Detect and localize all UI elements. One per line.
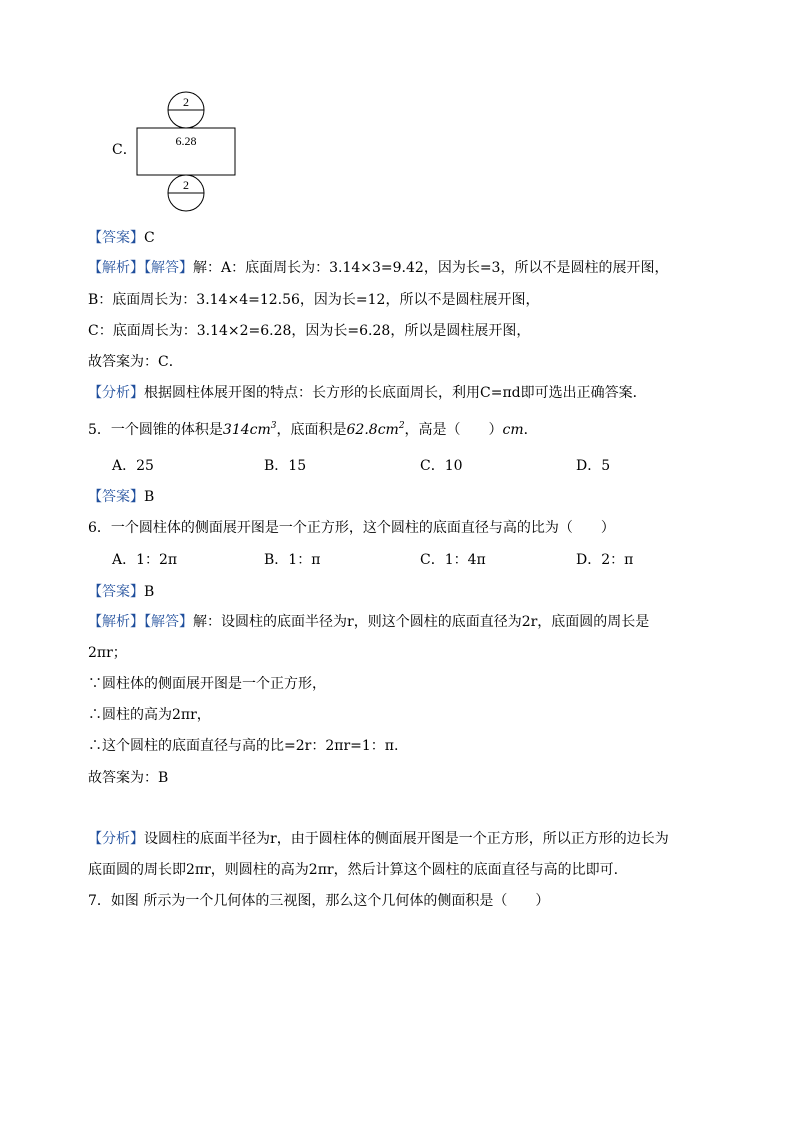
q4-note-line — [88, 386, 647, 400]
q5-answer-line: 【答案】B — [88, 489, 155, 505]
analysis-text: 解：A：底面周长为：3.14×3=9.42，因为长=3，所以不是圆柱的展开图， — [193, 260, 669, 276]
q6-analysis-line4: ∴这个圆柱的底面直径与高的比=2r：2πr=1：π. — [88, 738, 399, 754]
q4-analysis-line2: B：底面周长为：3.14×4=12.56，因为长=12，所以不是圆柱展开图， — [88, 292, 540, 308]
q6-option-c: C．1：4π — [420, 552, 486, 568]
q6-analysis-line1b: 2πr； — [88, 645, 127, 661]
q6-analysis-line2: ∵圆柱体的侧面展开图是一个正方形， — [88, 676, 326, 692]
q6-option-a: A．1：2π — [112, 552, 178, 568]
q6-option-d: D．2：π — [576, 552, 634, 568]
q6-analysis-line3: ∴圆柱的高为2πr， — [88, 707, 211, 723]
top-circle-label: 2 — [183, 95, 189, 109]
solve-tag: 【解答】 — [144, 260, 193, 276]
q6-answer-line: 【答案】B — [88, 584, 155, 600]
rect-label: 6.28 — [175, 134, 197, 148]
q6-note-line2: 底面圆的周长即2πr，则圆柱的高为2πr，然后计算这个圆柱的底面直径与高的比即可. — [88, 862, 619, 878]
q5-option-c: C．10 — [420, 458, 463, 474]
bottom-circle-label: 2 — [183, 178, 189, 192]
note-text: 根据圆柱体展开图的特点：长方形的长底面周长，利用C=πd即可选出正确答案． — [144, 385, 647, 401]
q4-conclusion: 故答案为：C． — [88, 354, 183, 370]
answer-value: C — [144, 230, 155, 246]
q6-option-b: B．1：π — [264, 552, 321, 568]
analysis-tag: 【解析】 — [88, 260, 144, 276]
q5-option-d: D．5 — [576, 458, 611, 474]
q6-stem: 6．一个圆柱体的侧面展开图是一个正方形，这个圆柱的底面直径与高的比为（ ） — [88, 520, 615, 536]
q5-option-a: A．25 — [112, 458, 154, 474]
q6-analysis-line1: 【解析】【解答】解：设圆柱的底面半径为r，则这个圆柱的底面直径为2r，底面圆的周长是 — [88, 614, 650, 630]
q4-answer-line — [88, 231, 155, 245]
note-tag: 【分析】 — [88, 385, 144, 401]
cylinder-net-diagram — [100, 90, 250, 220]
q6-note-line1: 【分析】设圆柱的底面半径为r，由于圆柱体的侧面展开图是一个正方形，所以正方形的边长为 — [88, 831, 669, 847]
q4-analysis-line1 — [88, 261, 668, 275]
q4-analysis-line3: C：底面周长为：3.14×2=6.28，因为长=6.28，所以是圆柱展开图， — [88, 323, 531, 339]
q7-stem: 7．如图 所示为一个几何体的三视图，那么这个几何体的侧面积是（ ） — [88, 893, 550, 909]
q6-conclusion: 故答案为：B — [88, 770, 169, 786]
option-c-label: C． — [112, 142, 137, 158]
q5-option-b: B．15 — [264, 458, 307, 474]
answer-tag: 【答案】 — [88, 230, 144, 246]
q5-stem: 5．一个圆锥的体积是$314cm^3$，底面积是$62.8cm^2$，高是（ ）cm． — [88, 421, 538, 438]
